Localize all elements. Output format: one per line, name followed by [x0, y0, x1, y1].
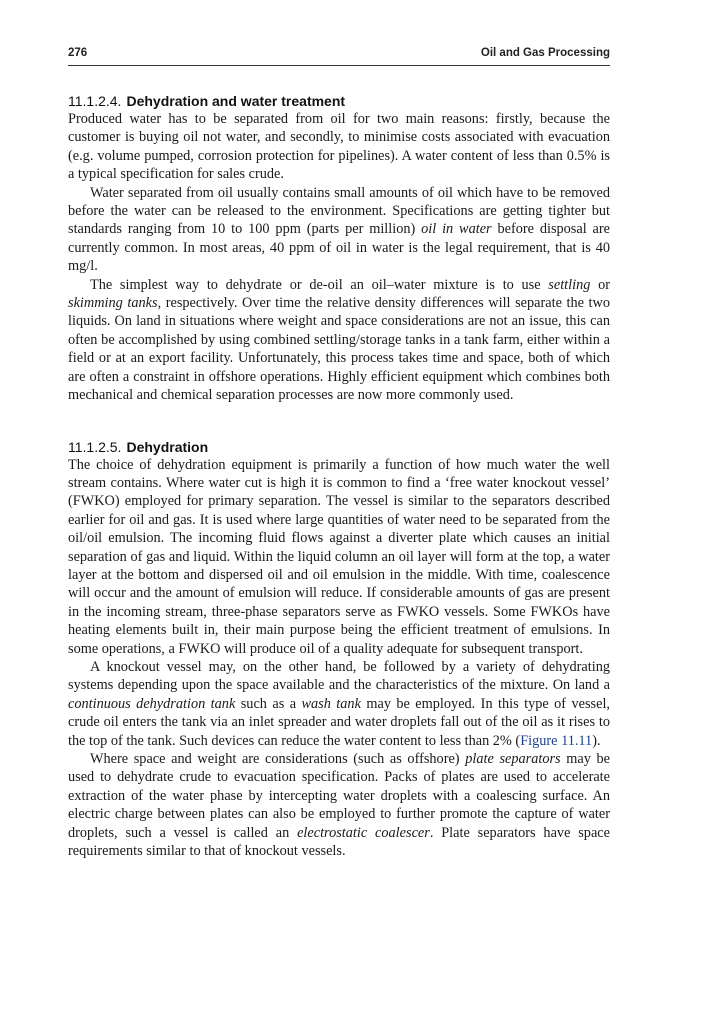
emphasis: skimming tanks [68, 295, 158, 312]
paragraph: Produced water has to be separated from oil for two main reasons: firstly, because the customer is buying oil not water, and secondly, to minimise costs associated with evacuation (e.g. volume pumped, corrosion protection for pipelines). A water content of less than 0.5% is a typical specification for sales crude. [68, 111, 610, 183]
emphasis: oil in water [421, 221, 492, 238]
emphasis: plate separators [465, 751, 561, 767]
emphasis: continuous dehydration tank [68, 695, 236, 712]
paragraph: The simplest way to dehydrate or de-oil an oil–water mixture is to use settling or skimming tanks, respectively. Over time the relative density differences will separate the two liquids. On land in situations where weight and space considerations are not an issue, this can often be accomplished by using combined settling/storage tanks in a tank farm, either within a field or at an export facility. Unfortunately, this process takes time and space, both of which are often a constraint in offshore operations. Highly efficient equipment which combines both mechanical and chemical separation processes are now more commonly used. [68, 276, 611, 404]
paragraph: Where space and weight are considerations (such as offshore) plate separators may be used to dehydrate crude to evacuation specification. Packs of plates are used to accelerate extraction of the water phase by intercepting water droplets with a coalescing surface. An electric charge between plates can also be employed to further promote the capture of water droplets, such a vessel is called an electrostatic coalescer. Plate separators have space requirements similar to that of knockout vessels. [68, 751, 611, 860]
paragraph: The choice of dehydration equipment is primarily a function of how much water the well stream contains. Where water cut is high it is common to find a ‘free water knockout vessel’ (FWKO) employed for primary separation. The vessel is similar to the separators described earlier for oil and gas. It is used where large quantities of water need to be separated from the oil/oil emulsion. The incoming fluid flows against a diverter plate which causes an initial separation of gas and liquid. Within the liquid column an oil layer will form at the top, a water layer at the bottom and dispersed oil and oil emulsion in the middle. With time, coalescence will occur and the amount of emulsion will reduce. If considerable amounts of gas are present in the incoming stream, three-phase separators serve as FWKO vessels. Some FWKOs have heating elements built in, their main purpose being the efficient treatment of emulsions. In some operations, a FWKO will produce oil of a quality adequate for subsequent transport. [68, 456, 610, 657]
section-title: Dehydration [126, 438, 209, 455]
section-number: 11.1.2.5. [68, 438, 122, 455]
page-header [68, 45, 610, 66]
paragraph: A knockout vessel may, on the other hand, be followed by a variety of dehydrating systems depending upon the space available and the characteristics of the mixture. On land a continuous dehydration tank such as a wash tank may be employed. In this type of vessel, crude oil enters the tank via an inlet spreader and water droplets fall out of the oil as it rises to the top of the tank. Such devices can reduce the water content to less than 2% (Figure 11.11). [68, 658, 610, 749]
page-content [68, 92, 610, 860]
figure-link[interactable]: Figure 11.11 [520, 732, 593, 749]
section-heading [68, 438, 610, 456]
emphasis: electrostatic coalescer [297, 824, 430, 841]
section-title: Dehydration and water treatment [126, 93, 346, 109]
running-title: Oil and Gas Processing [480, 47, 610, 59]
section-heading [68, 92, 610, 110]
page-number: 276 [68, 47, 88, 59]
section-dehydration-water-treatment [68, 92, 610, 405]
paragraph: Water separated from oil usually contains small amounts of oil which have to be removed before the water can be released to the environment. Specifications are getting tighter but standards ranging from 10 to 100 ppm (parts per million) oil in water before disposal are currently common. In most areas, 40 ppm of oil in water is the legal requirement, that is 40 mg/l. [68, 184, 610, 275]
section-number: 11.1.2.4. [68, 93, 122, 109]
emphasis: wash tank [301, 695, 361, 712]
emphasis: settling [548, 276, 591, 293]
section-dehydration [68, 438, 610, 861]
